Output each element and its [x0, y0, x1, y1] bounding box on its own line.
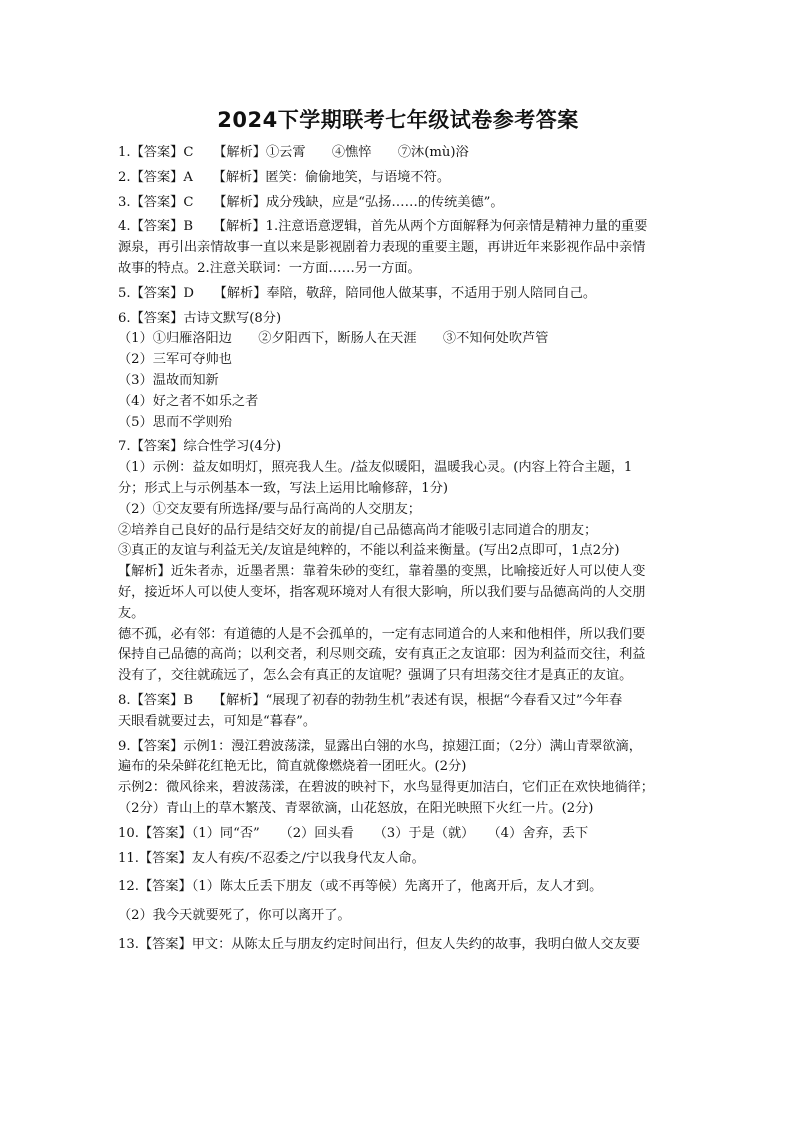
answer-line-q9-cont: （2分）青山上的草木繁茂、青翠欲滴，山花怒放，在阳光映照下火红一片。(2分)	[118, 800, 594, 816]
answer-line-q6-part: （1）①归雁洛阳边 ②夕阳西下，断肠人在天涯 ③不知何处吹芦管	[118, 331, 549, 347]
answer-line-q6-part: （4）好之者不如乐之者	[118, 393, 259, 409]
answer-line-q4: 4.【答案】B 【解析】1.注意语意逻辑，首先从两个方面解释为何亲情是精神力量的重要	[118, 219, 648, 235]
answer-line-q1: 1.【答案】C 【解析】①云霄 ④憔悴 ⑦沐(mù)浴	[118, 145, 469, 160]
answer-line-q8: 8.【答案】B 【解析】“展现了初春的勃勃生机”表述有误，根据“今春看又过”今年春	[118, 692, 623, 708]
answer-line-q6-part: （3）温故而知新	[118, 372, 219, 388]
answer-line-q7: 7.【答案】综合性学习(4分)	[118, 439, 282, 455]
answer-line-q13: 13.【答案】甲文：从陈太丘与朋友约定时间出行，但友人失约的故事，我明白做人交友要	[118, 936, 641, 952]
answer-line-q7-analysis: 保持自己品德的高尚；以利交者，利尽则交疏，安有真正之友谊耶：因为利益而交往，利益	[118, 647, 646, 663]
answer-line-q6-part: （2）三军可夺帅也	[118, 352, 232, 368]
answer-line-q7-analysis: 没有了，交往就疏远了，怎么会有真正的友谊呢？强调了只有坦荡交往才是真正的友谊。	[118, 668, 633, 684]
answer-line-q10: 10.【答案】（1）同“否” （2）回头看 （3）于是（就） （4）舍弃，丢下	[118, 825, 589, 841]
answer-line-q7-analysis: 好，接近坏人可以使人变坏，指客观环境对人有很大影响，所以我们要与品德高尚的人交朋	[118, 584, 646, 600]
answer-line-q12: 12.【答案】（1）陈太丘丢下朋友（或不再等候）先离开了，他离开后，友人才到。	[118, 879, 603, 895]
answer-line-q7-analysis: 德不孤，必有邻：有道德的人是不会孤单的，一定有志同道合的人来和他相伴，所以我们要	[118, 626, 646, 642]
answer-line-q4-cont: 故事的特点。2.注意关联词：一方面……另一方面。	[118, 260, 421, 276]
answer-line-q7-analysis: 【解析】近朱者赤，近墨者黑：靠着朱砂的变红，靠着墨的变黑，比喻接近好人可以使人变	[118, 564, 646, 580]
answer-line-q9-cont: 示例2：微风徐来，碧波荡漾，在碧波的映衬下，水鸟显得更加洁白，它们正在欢快地徜徉；	[118, 780, 654, 796]
answer-line-q6: 6.【答案】古诗文默写(8分)	[118, 310, 282, 326]
answer-line-q9-cont: 遍布的朵朵鲜花红艳无比，简直就像燃烧着一团旺火。(2分)	[118, 759, 467, 775]
answer-line-q7-part: （2）①交友要有所选择/要与品行高尚的人交朋友；	[118, 501, 421, 517]
answer-line-q7-part: 分；形式上与示例基本一致，写法上运用比喻修辞，1分)	[118, 480, 449, 496]
answer-line-q12-part: （2）我今天就要死了，你可以离开了。	[118, 908, 351, 924]
answer-line-q3: 3.【答案】C 【解析】成分残缺，应是“弘扬……的传统美德”。	[118, 194, 504, 210]
answer-line-q4-cont: 源泉，再引出亲情故事一直以来是影视剧着力表现的重要主题，再讲近年来影视作品中亲情	[118, 240, 646, 256]
answer-line-q11: 11.【答案】友人有疾/不忍委之/宁以我身代友人命。	[118, 850, 425, 866]
answer-line-q7-part: ②培养自己良好的品行是结交好友的前提/自己品德高尚才能吸引志同道合的朋友；	[118, 522, 598, 538]
answer-document	[118, 105, 678, 956]
answer-line-q2: 2.【答案】A 【解析】匿笑：偷偷地笑，与语境不符。	[118, 169, 451, 185]
page-title: 2024下学期联考七年级试卷参考答案	[217, 108, 579, 132]
answer-line-q8-cont: 天眼看就要过去，可知是“暮春”。	[118, 713, 317, 729]
answer-line-q9: 9.【答案】示例1：漫江碧波荡漾，显露出白翎的水鸟，掠翅江面；（2分）满山青翠欲滴，	[118, 738, 642, 754]
answer-line-q7-part: （1）示例：益友如明灯，照亮我人生。/益友似暖阳，温暖我心灵。(内容上符合主题，1	[118, 460, 633, 476]
answer-line-q6-part: （5）思而不学则殆	[118, 414, 232, 430]
answer-line-q7-part: ③真正的友谊与利益无关/友谊是纯粹的，不能以利益来衡量。(写出2点即可，1点2分)	[118, 543, 620, 559]
answer-line-q5: 5.【答案】D 【解析】奉陪，敬辞，陪同他人做某事，不适用于别人陪同自己。	[118, 285, 597, 301]
answer-line-q7-analysis: 友。	[118, 605, 145, 621]
